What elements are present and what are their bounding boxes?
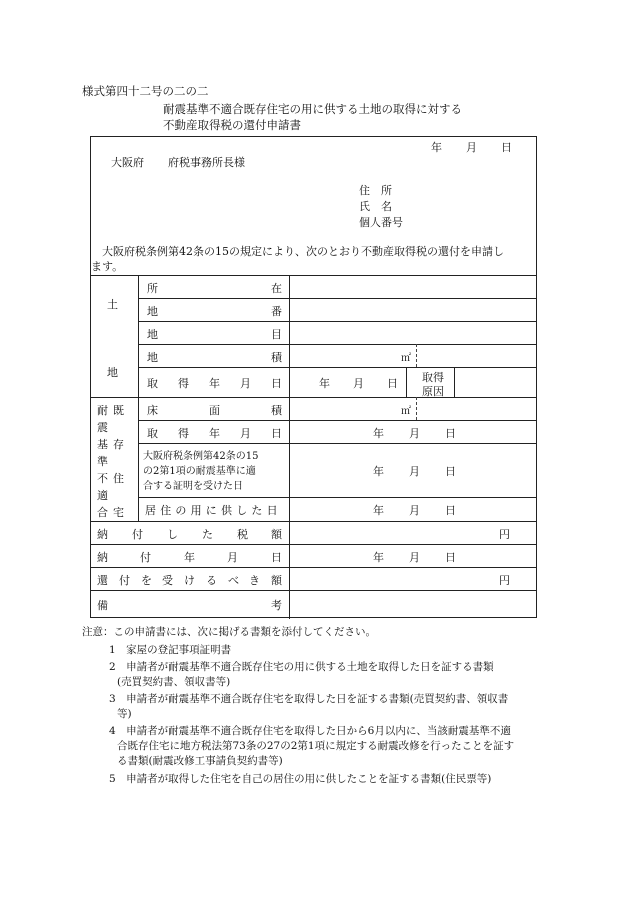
house-group-char: 基	[97, 438, 108, 451]
land-area-label-b: 積	[271, 351, 282, 364]
form-number: 様式第四十二号の二の二	[82, 84, 209, 98]
application-form-frame	[90, 136, 537, 618]
land-acq-month: 月	[353, 377, 364, 390]
refund-amount-label: 額	[271, 574, 282, 587]
residence-date-label: 居住の用に供した日	[145, 504, 282, 517]
paid-date-label: 月	[227, 551, 238, 564]
paid-year: 年	[373, 551, 384, 564]
paid-date-label: 年	[184, 551, 195, 564]
house-acq-label-5: 日	[271, 427, 282, 440]
house-group-char: 既	[113, 404, 124, 417]
cert-date-label-line3: 合する証明を受けた日	[143, 481, 243, 492]
house-group-char: 準	[97, 455, 108, 468]
land-acq-label-2: 得	[178, 377, 189, 390]
note-item-3-line1: 3 申請者が耐震基準不適合既存住宅を取得した日を証する書類(売買契約書、領収書	[109, 693, 509, 705]
land-acq-label-3: 年	[209, 377, 220, 390]
addressee-office: 府税事務所長様	[168, 156, 245, 169]
acquisition-cause-label-1: 取得	[422, 371, 444, 384]
refund-amount-label: き	[249, 574, 260, 587]
house-acq-label-2: 得	[178, 427, 189, 440]
floor-area-label-a: 床	[147, 404, 158, 417]
note-item-2-line2: (売買契約書、領収書等)	[117, 676, 231, 688]
house-group-char: 震	[97, 421, 108, 434]
refund-amount-label: べ	[228, 574, 239, 587]
house-acq-year: 年	[373, 427, 384, 440]
land-acq-day: 日	[387, 377, 398, 390]
land-acq-label-1: 取	[147, 377, 158, 390]
house-group-char: 宅	[113, 506, 124, 519]
refund-amount-label: け	[184, 574, 195, 587]
cert-date-label-line1: 大阪府税条例第42条の15	[143, 451, 259, 462]
form-title-line2: 不動産取得税の還付申請書	[163, 118, 301, 132]
statement-line2: ます。	[91, 260, 124, 273]
refund-amount-label: る	[206, 574, 217, 587]
floor-area-unit: ㎡	[401, 406, 411, 417]
refund-amount-label: 付	[119, 574, 130, 587]
land-lot-label-b: 番	[271, 305, 282, 318]
land-acq-year: 年	[319, 377, 330, 390]
paid-tax-label: 付	[132, 528, 143, 541]
residence-day: 日	[445, 504, 456, 517]
refund-amount-label: 還	[97, 574, 108, 587]
addressee-prefecture: 大阪府	[111, 156, 144, 169]
note-item-4-line2: 合既存住宅に地方税法第73条の27の2第1項に規定する耐震改修を行ったことを証す	[117, 740, 515, 752]
paid-tax-label: 納	[97, 528, 108, 541]
remarks-label-b: 考	[271, 599, 282, 612]
land-area-unit: ㎡	[401, 353, 411, 364]
refund-amount-label: 受	[162, 574, 173, 587]
house-group-char: 存	[113, 438, 124, 451]
floor-area-label-b: 面	[209, 404, 220, 417]
land-group-label-bottom: 地	[107, 366, 118, 379]
paid-tax-label: た	[202, 528, 213, 541]
house-group-char: 合	[97, 506, 108, 519]
header-date-day: 日	[501, 141, 512, 154]
house-group-char: 適	[97, 489, 108, 502]
applicant-id-label: 個人番号	[359, 216, 403, 229]
house-acq-label-3: 年	[209, 427, 220, 440]
note-item-5: 5 申請者が取得した住宅を自己の居住の用に供したことを証する書類(住民票等)	[109, 773, 492, 785]
land-area-label-a: 地	[147, 351, 158, 364]
house-acq-month: 月	[409, 427, 420, 440]
header-date-month: 月	[466, 141, 477, 154]
paid-tax-yen: 円	[499, 528, 510, 541]
floor-area-label-c: 積	[271, 404, 282, 417]
paid-date-label: 日	[271, 551, 282, 564]
land-category-label-b: 目	[271, 328, 282, 341]
land-location-label-a: 所	[147, 282, 158, 295]
residence-month: 月	[409, 504, 420, 517]
header-date-year: 年	[431, 141, 442, 154]
land-location-label-b: 在	[271, 282, 282, 295]
cert-year: 年	[373, 465, 384, 478]
land-group-label-top: 土	[107, 298, 118, 311]
house-group-char: 耐	[97, 404, 108, 417]
refund-amount-label: を	[141, 574, 152, 587]
note-item-1: 1 家屋の登記事項証明書	[109, 644, 232, 656]
paid-day: 日	[445, 551, 456, 564]
note-item-3-line2: 等)	[117, 708, 132, 720]
note-item-4-line1: 4 申請者が耐震基準不適合既存住宅を取得した日から6月以内に、当該耐震基準不適	[109, 725, 511, 737]
paid-month: 月	[409, 551, 420, 564]
note-item-4-line3: る書類(耐震改修工事請負契約書等)	[117, 755, 283, 767]
land-category-label-a: 地	[147, 328, 158, 341]
land-acq-label-4: 月	[240, 377, 251, 390]
paid-tax-label: 額	[271, 528, 282, 541]
applicant-address-label: 住 所	[359, 184, 392, 197]
acquisition-cause-label-2: 原因	[422, 385, 444, 398]
statement-line1: 大阪府税条例第42条の15の規定により、次のとおり不動産取得税の還付を申請し	[102, 245, 504, 258]
remarks-label-a: 備	[97, 599, 108, 612]
paid-date-label: 付	[140, 551, 151, 564]
house-acq-day: 日	[445, 427, 456, 440]
refund-yen: 円	[499, 574, 510, 587]
house-group-char: 住	[113, 472, 124, 485]
house-acq-label-1: 取	[147, 427, 158, 440]
cert-day: 日	[445, 465, 456, 478]
land-lot-label-a: 地	[147, 305, 158, 318]
cert-month: 月	[409, 465, 420, 478]
land-acq-label-5: 日	[271, 377, 282, 390]
form-title-line1: 耐震基準不適合既存住宅の用に供する土地の取得に対する	[163, 102, 462, 116]
paid-tax-label: 税	[237, 528, 248, 541]
paid-date-label: 納	[97, 551, 108, 564]
cert-date-label-line2: の2第1項の耐震基準に適	[143, 466, 256, 477]
house-group-char: 不	[97, 472, 108, 485]
paid-tax-label: し	[167, 528, 178, 541]
note-item-2-line1: 2 申請者が耐震基準不適合既存住宅の用に供する土地を取得した日を証する書類	[109, 661, 494, 673]
applicant-name-label: 氏 名	[359, 200, 392, 213]
residence-year: 年	[373, 504, 384, 517]
house-acq-label-4: 月	[240, 427, 251, 440]
notes-intro: 注意：この申請書には、次に掲げる書類を添付してください。	[82, 626, 376, 638]
